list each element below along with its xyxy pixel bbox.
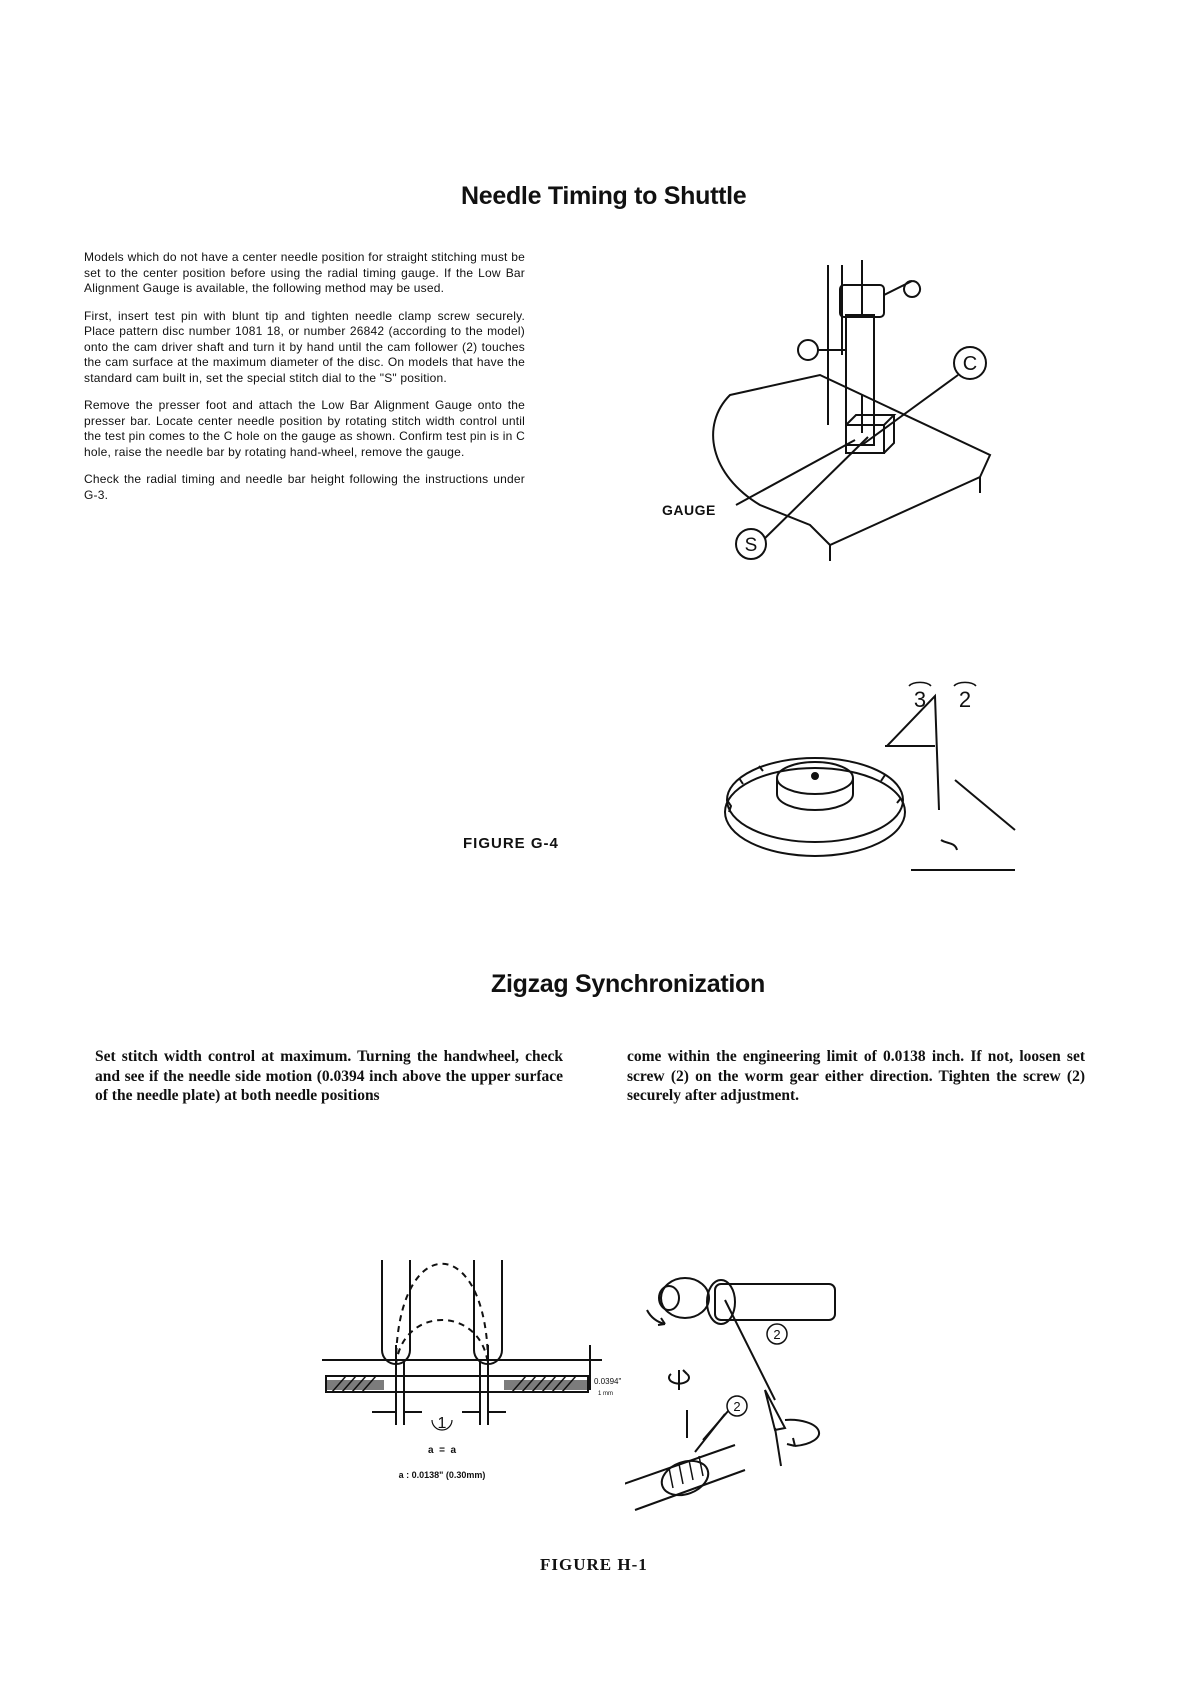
paragraph: Remove the presser foot and attach the Low Bar Alignment Gauge onto the presser bar. Locate center needle position by rotating stitch width control until the test pin comes to the C hole on the gauge as shown. Confirm test pin is in C hole, raise the needle bar by rotating hand-wheel, remove the gauge.	[84, 398, 525, 459]
figure-h1-label: FIGURE H-1	[540, 1555, 648, 1574]
svg-text:2: 2	[773, 1327, 781, 1342]
callout-1	[432, 1415, 452, 1432]
svg-text:2: 2	[733, 1399, 741, 1414]
needle-timing-text	[84, 250, 525, 503]
zigzag-text-right: come within the engineering limit of 0.0138 inch. If not, loosen set screw (2) on the worm gear either direction. Tighten the screw (2) securely after adjustment.	[627, 1048, 1085, 1104]
svg-text:3: 3	[913, 687, 927, 712]
svg-text:1: 1	[437, 1415, 447, 1432]
paragraph: First, insert test pin with blunt tip and tighten needle clamp screw securely. Place pattern disc number 1081 18, or number 26842 (according to the model) onto the cam driver shaft and turn it by hand until the cam follower (2) touches the cam surface at the maximum diameter of the disc. On models that have the standard cam built in, set the special stitch dial to the "S" position.	[84, 308, 525, 385]
gauge-label: GAUGE	[662, 502, 716, 518]
callout-2	[954, 682, 976, 712]
svg-text:S: S	[744, 535, 758, 556]
zigzag-text-left: Set stitch width control at maximum. Turning the handwheel, check and see if the needle side motion (0.0394 inch above the upper surface of the needle plate) at both needle positions	[95, 1048, 563, 1104]
section-title-needle-timing: Needle Timing to Shuttle	[461, 182, 747, 210]
callout-2-upper	[767, 1324, 787, 1344]
equation: a = a	[427, 1445, 457, 1456]
svg-text:2: 2	[958, 687, 972, 712]
callout-c	[954, 347, 986, 379]
paragraph: Models which do not have a center needle position for straight stitching must be set to the center position before using the radial timing gauge. If the Low Bar Alignment Gauge is available, the following method may be used.	[84, 250, 525, 295]
svg-text:C: C	[962, 353, 978, 375]
callout-2-lower	[727, 1396, 747, 1416]
paragraph: Check the radial timing and needle bar height following the instructions under G-3.	[84, 472, 525, 502]
worm-gear-illustration	[625, 1270, 875, 1540]
section-title-zigzag-synchronization: Zigzag Synchronization	[491, 970, 765, 998]
footnote: a : 0.0138" (0.30mm)	[398, 1470, 486, 1480]
pattern-cam-disc-illustration	[715, 680, 1035, 910]
low-bar-alignment-gauge-illustration	[650, 255, 1020, 605]
callout-s	[736, 529, 766, 559]
needle-side-motion-diagram	[322, 1250, 662, 1500]
dimension-unit: 1 mm	[598, 1391, 613, 1397]
dimension-value: 0.0394"	[594, 1377, 622, 1386]
callout-3	[909, 682, 931, 712]
figure-g4-label: FIGURE G-4	[463, 835, 559, 852]
